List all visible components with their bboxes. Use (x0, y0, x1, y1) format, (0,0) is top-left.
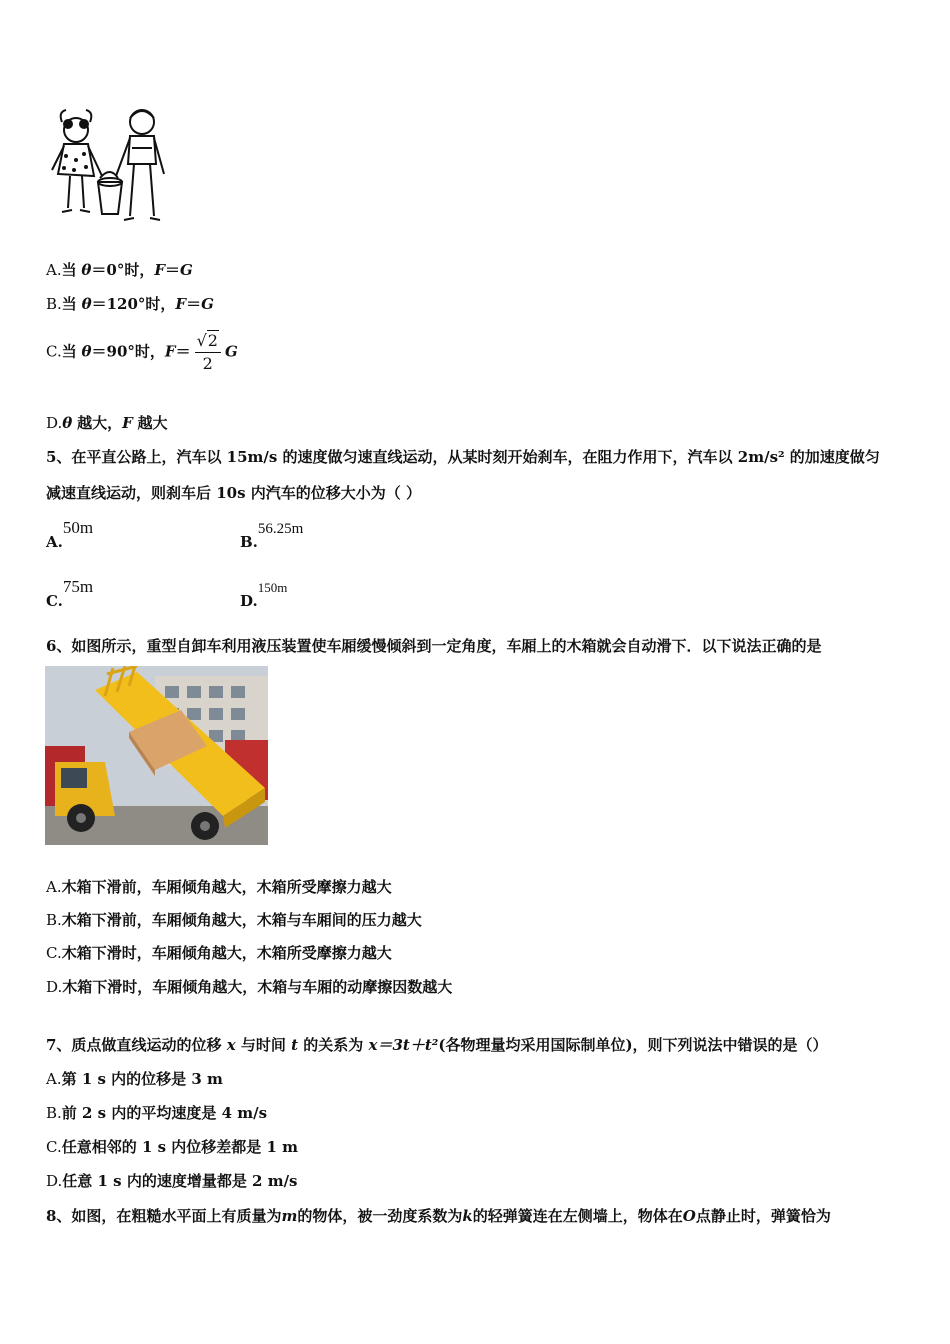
q5-choice-b[interactable]: B.56.25m (240, 521, 304, 551)
q5-choice-d[interactable]: D.150m (240, 580, 288, 610)
q4-option-c[interactable]: C.当 θ＝90°时，F＝ $\frac{√2}{2}$ G (46, 331, 238, 373)
sqrt-sign: √ (196, 331, 207, 350)
q5-choice-a[interactable]: A.50m (46, 518, 94, 551)
q5-choice-c[interactable]: C.75m (46, 577, 94, 610)
q7-stem: 7、质点做直线运动的位移 x 与时间 t 的关系为 x＝3t＋t²(各物理量均采用国际制单位)，则下列说法中错误的是（） (46, 1036, 828, 1054)
q5-stem-line1: 5、在平直公路上，汽车以 15m/s 的速度做匀速直线运动，从某时刻开始刹车，在阻力作用下，汽车以 2m/s² 的加速度做匀 (46, 448, 880, 466)
q7-option-d[interactable]: D.任意 1 s 内的速度增量都是 2 m/s (46, 1172, 298, 1190)
q6-option-b[interactable]: B.木箱下滑前，车厢倾角越大，木箱与车厢间的压力越大 (46, 911, 422, 929)
q5-stem-line2: 减速直线运动，则刹车后 10s 内汽车的位移大小为（ ） (46, 484, 421, 502)
q6-option-c[interactable]: C.木箱下滑时，车厢倾角越大，木箱所受摩擦力越大 (46, 944, 392, 962)
q7-option-a[interactable]: A.第 1 s 内的位移是 3 m (46, 1070, 223, 1088)
q6-stem: 6、如图所示，重型自卸车利用液压装置使车厢缓慢倾斜到一定角度，车厢上的木箱就会自动滑下．以下说法正确的是 (46, 637, 822, 655)
q7-option-c[interactable]: C.任意相邻的 1 s 内位移差都是 1 m (46, 1138, 299, 1156)
q8-stem: 8、如图，在粗糙水平面上有质量为m的物体，被一劲度系数为k的轻弹簧连在左侧墙上，物体在O点静止时，弹簧恰为 (46, 1207, 831, 1225)
q4-option-d[interactable]: D.θ 越大，F 越大 (46, 414, 168, 432)
q6-option-d[interactable]: D.木箱下滑时，车厢倾角越大，木箱与车厢的动摩擦因数越大 (46, 978, 453, 996)
dump-truck-photo (45, 666, 268, 845)
q4-option-a[interactable]: A.当 θ＝0°时，F＝G (46, 261, 193, 279)
children-carrying-bucket-illustration (46, 104, 174, 226)
q6-option-a[interactable]: A.木箱下滑前，车厢倾角越大，木箱所受摩擦力越大 (46, 878, 392, 896)
sqrt2-over-2-fraction: $\frac{√2}{2}$ (195, 330, 221, 375)
q4-option-b[interactable]: B.当 θ＝120°时，F＝G (46, 295, 214, 313)
q7-option-b[interactable]: B.前 2 s 内的平均速度是 4 m/s (46, 1104, 268, 1122)
